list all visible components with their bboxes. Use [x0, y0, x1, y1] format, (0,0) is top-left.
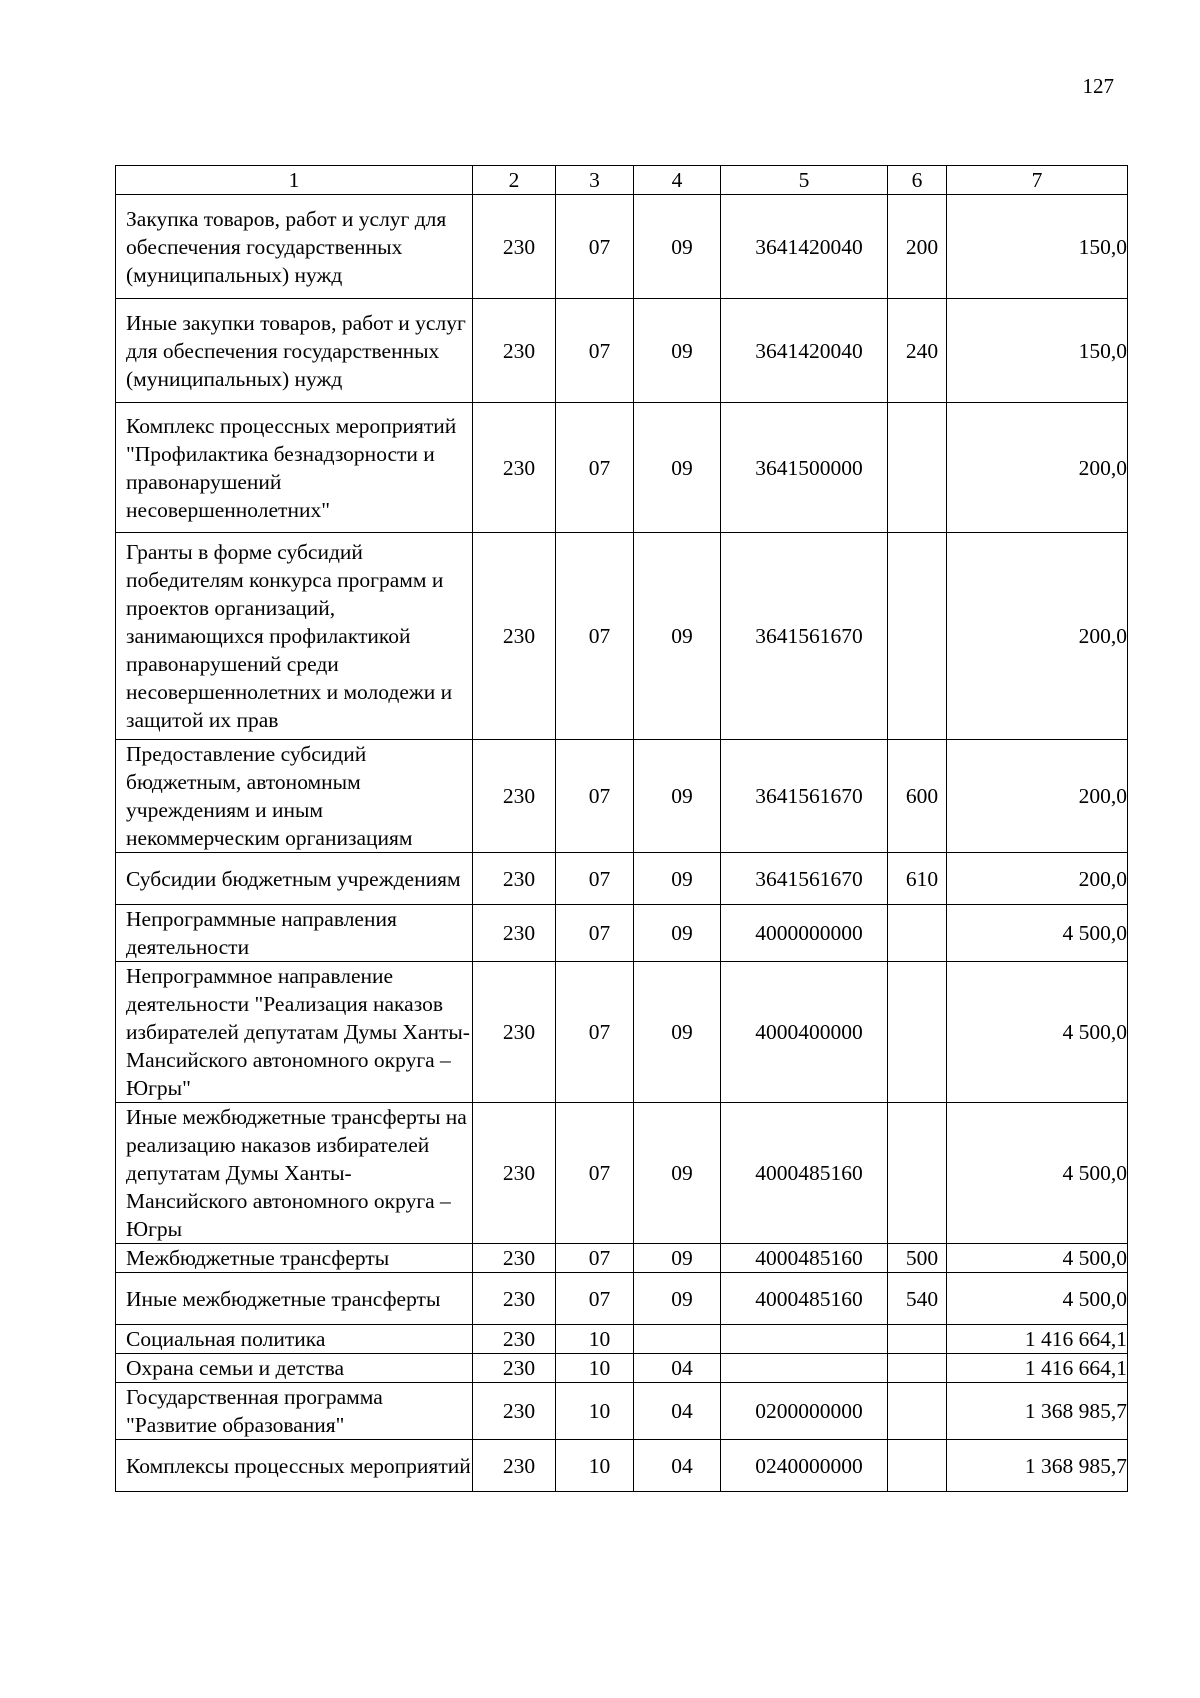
target-article-cell: 4000000000: [721, 905, 888, 962]
target-article-cell: 4000485160: [721, 1244, 888, 1273]
section-code-cell: 07: [556, 533, 634, 740]
expense-type-cell: 500: [888, 1244, 947, 1273]
target-article-cell: 3641561670: [721, 740, 888, 853]
expense-type-cell: 240: [888, 299, 947, 403]
row-name-cell: Гранты в форме субсидий победителям конкурса программ и проектов организаций, занимающихся профилактикой правонарушений среди несовершеннолетних и молодежи и защитой их прав: [116, 533, 473, 740]
table-row: [116, 1244, 1128, 1273]
subsection-code-cell: 09: [634, 195, 721, 299]
target-article-cell: 3641561670: [721, 853, 888, 905]
target-article-cell: 3641420040: [721, 195, 888, 299]
admin-code-cell: 230: [473, 853, 556, 905]
amount-cell: 150,0: [947, 195, 1128, 299]
expense-type-cell: [888, 905, 947, 962]
subsection-code-cell: 09: [634, 853, 721, 905]
section-code-cell: 07: [556, 962, 634, 1103]
target-article-cell: 4000400000: [721, 962, 888, 1103]
amount-cell: 1 368 985,7: [947, 1440, 1128, 1492]
subsection-code-cell: 04: [634, 1440, 721, 1492]
column-header-6: 6: [888, 166, 947, 195]
column-header-1: 1: [116, 166, 473, 195]
target-article-cell: 0240000000: [721, 1440, 888, 1492]
admin-code-cell: 230: [473, 533, 556, 740]
row-name-cell: Социальная политика: [116, 1325, 473, 1354]
expense-type-cell: [888, 403, 947, 533]
amount-cell: 4 500,0: [947, 1103, 1128, 1244]
amount-cell: 4 500,0: [947, 905, 1128, 962]
row-name-cell: Государственная программа "Развитие образования": [116, 1383, 473, 1440]
table-row: [116, 853, 1128, 905]
subsection-code-cell: 09: [634, 962, 721, 1103]
admin-code-cell: 230: [473, 1440, 556, 1492]
row-name-cell: Иные закупки товаров, работ и услуг для обеспечения государственных (муниципальных) нужд: [116, 299, 473, 403]
row-name-cell: Комплекс процессных мероприятий "Профилактика безнадзорности и правонарушений несовершеннолетних": [116, 403, 473, 533]
expense-type-cell: [888, 1354, 947, 1383]
expense-type-cell: 600: [888, 740, 947, 853]
admin-code-cell: 230: [473, 1244, 556, 1273]
admin-code-cell: 230: [473, 299, 556, 403]
admin-code-cell: 230: [473, 1383, 556, 1440]
row-name-cell: Предоставление субсидий бюджетным, автономным учреждениям и иным некоммерческим организациям: [116, 740, 473, 853]
target-article-cell: 0200000000: [721, 1383, 888, 1440]
table-row: [116, 195, 1128, 299]
table-row: [116, 403, 1128, 533]
section-code-cell: 10: [556, 1325, 634, 1354]
table-row: [116, 1354, 1128, 1383]
section-code-cell: 07: [556, 403, 634, 533]
section-code-cell: 07: [556, 1244, 634, 1273]
column-header-4: 4: [634, 166, 721, 195]
row-name-cell: Иные межбюджетные трансферты: [116, 1273, 473, 1325]
subsection-code-cell: 09: [634, 299, 721, 403]
table-row: [116, 905, 1128, 962]
subsection-code-cell: 09: [634, 740, 721, 853]
admin-code-cell: 230: [473, 1325, 556, 1354]
subsection-code-cell: 09: [634, 533, 721, 740]
amount-cell: 4 500,0: [947, 1244, 1128, 1273]
table-row: [116, 299, 1128, 403]
target-article-cell: [721, 1354, 888, 1383]
section-code-cell: 07: [556, 905, 634, 962]
expense-type-cell: 200: [888, 195, 947, 299]
expense-type-cell: [888, 1440, 947, 1492]
amount-cell: 200,0: [947, 853, 1128, 905]
expense-type-cell: [888, 1103, 947, 1244]
expense-type-cell: 540: [888, 1273, 947, 1325]
row-name-cell: Непрограммное направление деятельности "Реализация наказов избирателей депутатам Думы Ханты-Мансийского автономного округа – Югры": [116, 962, 473, 1103]
subsection-code-cell: 09: [634, 1244, 721, 1273]
expense-type-cell: [888, 1325, 947, 1354]
admin-code-cell: 230: [473, 905, 556, 962]
section-code-cell: 07: [556, 299, 634, 403]
table-row: [116, 1273, 1128, 1325]
budget-table: [115, 165, 1128, 1492]
expense-type-cell: [888, 533, 947, 740]
row-name-cell: Охрана семьи и детства: [116, 1354, 473, 1383]
target-article-cell: 3641561670: [721, 533, 888, 740]
amount-cell: 200,0: [947, 740, 1128, 853]
admin-code-cell: 230: [473, 1354, 556, 1383]
target-article-cell: 4000485160: [721, 1273, 888, 1325]
page-number: 127: [1082, 74, 1114, 98]
table-row: [116, 1103, 1128, 1244]
target-article-cell: 3641420040: [721, 299, 888, 403]
section-code-cell: 07: [556, 1273, 634, 1325]
admin-code-cell: 230: [473, 195, 556, 299]
amount-cell: 200,0: [947, 403, 1128, 533]
subsection-code-cell: 04: [634, 1354, 721, 1383]
section-code-cell: 07: [556, 1103, 634, 1244]
admin-code-cell: 230: [473, 1273, 556, 1325]
section-code-cell: 07: [556, 853, 634, 905]
row-name-cell: Непрограммные направления деятельности: [116, 905, 473, 962]
table-row: [116, 1383, 1128, 1440]
target-article-cell: 3641500000: [721, 403, 888, 533]
table-row: [116, 1440, 1128, 1492]
target-article-cell: 4000485160: [721, 1103, 888, 1244]
column-header-3: 3: [556, 166, 634, 195]
table-header: [116, 166, 1128, 195]
expense-type-cell: [888, 962, 947, 1103]
subsection-code-cell: 09: [634, 403, 721, 533]
row-name-cell: Межбюджетные трансферты: [116, 1244, 473, 1273]
admin-code-cell: 230: [473, 403, 556, 533]
amount-cell: 150,0: [947, 299, 1128, 403]
amount-cell: 200,0: [947, 533, 1128, 740]
section-code-cell: 10: [556, 1383, 634, 1440]
section-code-cell: 07: [556, 195, 634, 299]
column-header-2: 2: [473, 166, 556, 195]
subsection-code-cell: 04: [634, 1383, 721, 1440]
admin-code-cell: 230: [473, 740, 556, 853]
amount-cell: 1 368 985,7: [947, 1383, 1128, 1440]
section-code-cell: 10: [556, 1440, 634, 1492]
expense-type-cell: 610: [888, 853, 947, 905]
subsection-code-cell: 09: [634, 905, 721, 962]
table-row: [116, 962, 1128, 1103]
table-row: [116, 533, 1128, 740]
amount-cell: 1 416 664,1: [947, 1325, 1128, 1354]
table-row: [116, 1325, 1128, 1354]
table-row: [116, 740, 1128, 853]
subsection-code-cell: [634, 1325, 721, 1354]
admin-code-cell: 230: [473, 962, 556, 1103]
row-name-cell: Закупка товаров, работ и услуг для обеспечения государственных (муниципальных) нужд: [116, 195, 473, 299]
header-row: [116, 166, 1128, 195]
section-code-cell: 10: [556, 1354, 634, 1383]
row-name-cell: Иные межбюджетные трансферты на реализацию наказов избирателей депутатам Думы Ханты-Мансийского автономного округа – Югры: [116, 1103, 473, 1244]
subsection-code-cell: 09: [634, 1273, 721, 1325]
subsection-code-cell: 09: [634, 1103, 721, 1244]
table-body: [116, 195, 1128, 1492]
row-name-cell: Комплексы процессных мероприятий: [116, 1440, 473, 1492]
column-header-5: 5: [721, 166, 888, 195]
amount-cell: 1 416 664,1: [947, 1354, 1128, 1383]
column-header-7: 7: [947, 166, 1128, 195]
expense-type-cell: [888, 1383, 947, 1440]
row-name-cell: Субсидии бюджетным учреждениям: [116, 853, 473, 905]
target-article-cell: [721, 1325, 888, 1354]
amount-cell: 4 500,0: [947, 962, 1128, 1103]
admin-code-cell: 230: [473, 1103, 556, 1244]
section-code-cell: 07: [556, 740, 634, 853]
amount-cell: 4 500,0: [947, 1273, 1128, 1325]
